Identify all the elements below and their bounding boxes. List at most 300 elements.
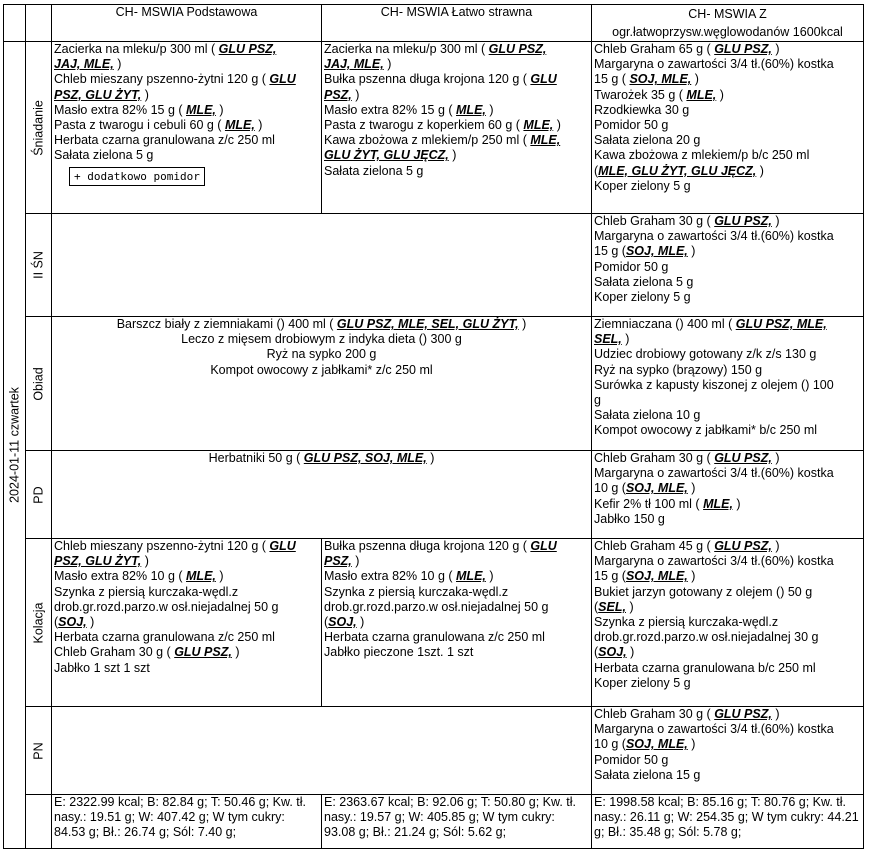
menu-item-line: [594, 676, 861, 691]
menu-item-line: [594, 103, 861, 118]
allergen-codes: GLU: [530, 539, 557, 553]
allergen-codes: SOJ,: [328, 615, 357, 630]
item-text: 15 g (: [594, 244, 626, 259]
item-text: Sałata zielona 5 g: [594, 274, 694, 289]
item-text: ): [687, 569, 696, 584]
item-text: ): [716, 87, 724, 102]
menu-item-line: [594, 707, 861, 722]
allergen-codes: MLE,: [224, 118, 255, 133]
meal-label: Kolacja: [30, 602, 45, 643]
allergen-codes: SEL,: [594, 332, 622, 347]
menu-item-line: [54, 57, 319, 72]
menu-item-line: [324, 554, 589, 569]
item-text: Chleb Graham 65 g (: [594, 42, 715, 56]
allergen-codes: PSZ,: [324, 554, 352, 569]
item-text: ): [732, 496, 741, 511]
menu-item-line: [324, 645, 589, 660]
nutrition-summary: E: 2322.99 kcal; B: 82.84 g; T: 50.46 g; Kw. tł. nasy.: 19.51 g; W: 407.42 g; W tym cukry: 84.53 g; Bł.: 26.74 g; Sól: 7.40 g;: [54, 795, 307, 840]
allergen-codes: SOJ, MLE,: [625, 244, 688, 259]
allergen-codes: GLU PSZ,: [714, 451, 772, 465]
menu-item-line: [594, 164, 861, 179]
cell-obiad-c3: [592, 317, 864, 451]
item-text: Pasta z twarogu i cebuli 60 g (: [54, 118, 225, 133]
cell-pd-c12: [52, 451, 592, 539]
cell-kolacja-c2: [322, 539, 592, 707]
allergen-codes: GLU: [269, 539, 296, 553]
menu-items: [54, 539, 319, 676]
menu-item-line: [594, 512, 861, 527]
item-text: ): [383, 57, 392, 72]
item-text: Rzodkiewka 30 g: [594, 102, 690, 117]
item-text: ): [626, 645, 635, 660]
item-text: (: [594, 599, 599, 614]
item-text: ): [215, 102, 224, 117]
item-text: Sałata zielona 20 g: [594, 133, 701, 148]
menu-item-line: [54, 133, 319, 148]
meal-label: Śniadanie: [30, 99, 45, 156]
item-text: ): [771, 707, 780, 721]
item-text: Udziec drobiowy gotowany z/k z/s 130 g: [594, 347, 817, 362]
item-text: Bukiet jarzyn gotowany z olejem () 50 g: [594, 584, 813, 599]
item-text: ): [553, 118, 561, 133]
menu-item-line: [54, 630, 319, 645]
allergen-codes: SOJ,: [58, 615, 87, 630]
allergen-codes: SOJ, MLE,: [625, 737, 688, 752]
meal-label-cell: [26, 707, 52, 795]
menu-item-line: [594, 737, 861, 752]
menu-item-line: [324, 630, 589, 645]
item-text: Herbata czarna granulowana b/c 250 ml: [594, 660, 816, 675]
item-text: Chleb Graham 30 g (: [54, 645, 175, 660]
allergen-codes: SOJ, MLE,: [629, 72, 692, 87]
corner-cell: [26, 5, 52, 42]
item-text: ): [756, 163, 764, 178]
menu-items: [54, 317, 589, 378]
item-text: Pasta z twarogu z koperkiem 60 g (: [324, 118, 524, 133]
item-text: 10 g (: [594, 737, 626, 752]
item-text: Bułka pszenna długa krojona 120 g (: [324, 72, 531, 87]
item-text: 15 g (: [594, 72, 630, 87]
menu-item-line: [324, 600, 589, 615]
allergen-codes: JAJ, MLE,: [324, 57, 384, 72]
menu-item-line: [54, 600, 319, 615]
item-text: Masło extra 82% 15 g (: [54, 102, 187, 117]
summary-c1: [52, 795, 322, 849]
item-text: Koper zielony 5 g: [594, 178, 691, 193]
date-cell: [4, 42, 26, 849]
row-summary: [4, 795, 864, 849]
item-text: Sałata zielona 15 g: [594, 767, 701, 782]
menu-item-line: [594, 569, 861, 584]
corner-cell: [4, 5, 26, 42]
menu-item-line: [594, 600, 861, 615]
item-text: Pomidor 50 g: [594, 259, 669, 274]
column-title: CH- MSWIA Łatwo strawna: [380, 5, 533, 19]
item-text: ): [254, 118, 263, 133]
item-text: ): [771, 42, 780, 56]
row-pn: [4, 707, 864, 795]
item-text: ): [448, 148, 457, 163]
row-obiad: [4, 317, 864, 451]
cell-obiad-c12: [52, 317, 592, 451]
menu-item-line: [54, 332, 589, 347]
item-text: Herbata czarna granulowana z/c 250 ml: [324, 630, 545, 645]
menu-item-line: [324, 103, 589, 118]
nutrition-summary: E: 2363.67 kcal; B: 92.06 g; T: 50.80 g; Kw. tł. nasy.: 19.57 g; W: 405.85 g; W tym cukry: 93.08 g; Bł.: 21.24 g; Sól: 5.62 g;: [324, 795, 577, 840]
allergen-codes: GLU PSZ, MLE,: [735, 317, 827, 331]
column-title: CH- MSWIA Z: [688, 7, 767, 21]
menu-item-line: [594, 363, 861, 378]
item-text: drob.gr.rozd.parzo.w osł.niejadalnej 50 g: [54, 599, 279, 614]
item-text: ): [691, 72, 699, 87]
menu-items: [594, 451, 861, 527]
allergen-codes: PSZ,: [324, 87, 352, 102]
allergen-codes: SOJ,: [598, 645, 627, 660]
menu-item-line: [594, 148, 861, 163]
header-row: [4, 5, 864, 42]
meal-label-cell: [26, 317, 52, 451]
menu-item-line: [594, 423, 861, 438]
menu-item-line: [54, 363, 589, 378]
item-text: Masło extra 82% 15 g (: [324, 102, 457, 117]
item-text: Chleb Graham 45 g (: [594, 539, 715, 553]
item-text: Masło extra 82% 10 g (: [54, 569, 187, 584]
item-text: Kawa zbożowa z mlekiem/p 250 ml (: [324, 133, 531, 148]
menu-item-line: [324, 88, 589, 103]
menu-item-line: [54, 645, 319, 660]
menu-item-line: [594, 451, 861, 466]
menu-item-line: [594, 554, 861, 569]
menu-item-line: [594, 260, 861, 275]
menu-item-line: [324, 615, 589, 630]
menu-item-line: [594, 466, 861, 481]
menu-item-line: [594, 317, 861, 332]
item-text: ): [86, 615, 95, 630]
allergen-codes: MLE,: [523, 118, 554, 133]
menu-item-line: [54, 72, 319, 87]
menu-item-line: [594, 585, 861, 600]
allergen-codes: GLU PSZ,: [714, 539, 772, 553]
menu-items: [54, 42, 319, 164]
item-text: ): [518, 317, 527, 331]
meal-label: PN: [30, 741, 45, 760]
menu-items: [594, 42, 861, 194]
column-header-podstawowa: [52, 5, 322, 42]
item-text: ): [771, 451, 780, 465]
column-header-latwo-strawna: [322, 5, 592, 42]
item-text: ): [141, 87, 149, 102]
item-text: ): [771, 539, 780, 553]
item-text: Ryż na sypko 200 g: [266, 347, 377, 362]
item-text: Herbatniki 50 g (: [208, 451, 304, 465]
item-text: Kefir 2% tł 100 ml (: [594, 496, 704, 511]
menu-item-line: [324, 72, 589, 87]
allergen-codes: GLU PSZ,: [488, 42, 547, 56]
menu-item-line: [594, 244, 861, 259]
menu-item-line: [594, 42, 861, 57]
menu-item-line: [54, 88, 319, 103]
menu-item-line: [594, 481, 861, 496]
item-text: (: [324, 615, 329, 630]
item-text: 10 g (: [594, 481, 626, 496]
item-text: Margaryna o zawartości 3/4 tł.(60%) kostka: [594, 722, 834, 737]
date-label: 2024-01-11 czwartek: [6, 387, 21, 503]
allergen-codes: GLU PSZ,: [218, 42, 277, 56]
menu-item-line: [594, 768, 861, 783]
item-text: g: [594, 393, 601, 408]
allergen-codes: GLU PSZ,: [714, 214, 772, 228]
item-text: ): [687, 737, 696, 752]
note-box: + dodatkowo pomidor: [69, 167, 205, 186]
cell-pn-c3: [592, 707, 864, 795]
item-text: Twarożek 35 g (: [594, 87, 687, 102]
item-text: Ziemniaczana () 400 ml (: [594, 317, 736, 331]
menu-item-line: [324, 164, 589, 179]
item-text: Chleb mieszany pszenno-żytni 120 g (: [54, 72, 270, 87]
item-text: Szynka z piersią kurczaka-wędl.z: [54, 584, 239, 599]
menu-item-line: [54, 661, 319, 676]
menu-item-line: [594, 753, 861, 768]
menu-item-line: [54, 118, 319, 133]
item-text: Kawa zbożowa z mlekiem/p b/c 250 ml: [594, 148, 810, 163]
menu-item-line: [324, 57, 589, 72]
allergen-codes: SOJ, MLE,: [625, 481, 688, 496]
menu-item-line: [324, 148, 589, 163]
cell-sniadanie-c1: [52, 42, 322, 214]
item-text: Bułka pszenna długa krojona 120 g (: [324, 539, 531, 553]
item-text: Zacierka na mleku/p 300 ml (: [54, 42, 219, 56]
cell-sniadanie-c3: [592, 42, 864, 214]
item-text: ): [141, 554, 149, 569]
item-text: drob.gr.rozd.parzo.w osł.niejadalnej 50 g: [324, 599, 549, 614]
menu-item-line: [54, 615, 319, 630]
menu-item-line: [324, 118, 589, 133]
allergen-codes: JAJ, MLE,: [54, 57, 114, 72]
diet-menu-table: [3, 4, 864, 849]
menu-item-line: [594, 347, 861, 362]
menu-item-line: [594, 229, 861, 244]
summary-c3: [592, 795, 864, 849]
summary-c2: [322, 795, 592, 849]
item-text: Szynka z piersią kurczaka-wędl.z: [324, 584, 509, 599]
allergen-codes: MLE,: [686, 87, 717, 102]
menu-item-line: [54, 569, 319, 584]
menu-item-line: [54, 148, 319, 163]
meal-label-cell: [26, 451, 52, 539]
allergen-codes: GLU: [530, 72, 557, 87]
allergen-codes: GLU: [269, 72, 296, 87]
item-text: Margaryna o zawartości 3/4 tł.(60%) kostka: [594, 57, 834, 72]
allergen-codes: GLU PSZ,: [714, 707, 772, 721]
item-text: Margaryna o zawartości 3/4 tł.(60%) kostka: [594, 554, 834, 569]
item-text: ): [485, 102, 494, 117]
menu-items: [594, 539, 861, 691]
item-text: Kompot owocowy z jabłkami* z/c 250 ml: [210, 362, 433, 377]
cell-kolacja-c1: [52, 539, 322, 707]
meal-label-cell: [26, 539, 52, 707]
column-title: CH- MSWIA Podstawowa: [115, 5, 258, 19]
allergen-codes: MLE,: [530, 133, 561, 148]
menu-item-line: [594, 88, 861, 103]
menu-item-line: [594, 133, 861, 148]
item-text: Masło extra 82% 10 g (: [324, 569, 457, 584]
menu-item-line: [54, 554, 319, 569]
menu-item-line: [594, 118, 861, 133]
allergen-codes: GLU PSZ, MLE, SEL, GLU ŻYT,: [336, 317, 519, 331]
item-text: Jabłko pieczone 1szt. 1 szt: [324, 645, 474, 660]
item-text: (: [594, 645, 599, 660]
allergen-codes: MLE,: [186, 102, 216, 117]
item-text: Chleb Graham 30 g (: [594, 214, 715, 228]
cell-pn-c12: [52, 707, 592, 795]
item-text: ): [113, 57, 122, 72]
item-text: Pomidor 50 g: [594, 118, 669, 133]
menu-item-line: [594, 290, 861, 305]
allergen-codes: MLE,: [703, 496, 733, 511]
menu-item-line: [54, 42, 319, 57]
item-text: Jabłko 150 g: [594, 511, 665, 526]
nutrition-summary: E: 1998.58 kcal; B: 85.16 g; T: 80.76 g; Kw. tł. nasy.: 26.11 g; W: 254.35 g; W tym cukry: 44.21 g; Bł.: 35.48 g; Sól: 5.78 g;: [594, 795, 859, 840]
menu-items: [594, 214, 861, 305]
meal-label: II ŚN: [30, 251, 45, 279]
item-text: Margaryna o zawartości 3/4 tł.(60%) kostka: [594, 466, 834, 481]
item-text: Pomidor 50 g: [594, 752, 669, 767]
item-text: Herbata czarna granulowana z/c 250 ml: [54, 630, 275, 645]
item-text: Zacierka na mleku/p 300 ml (: [324, 42, 489, 56]
menu-items: [54, 451, 589, 466]
allergen-codes: GLU PSZ,: [714, 42, 772, 56]
item-text: ): [687, 244, 696, 259]
meal-label-cell: [26, 42, 52, 214]
item-text: Sałata zielona 5 g: [324, 163, 424, 178]
item-text: ): [231, 645, 240, 660]
item-text: Szynka z piersią kurczaka-wędl.z: [594, 615, 779, 630]
item-text: ): [351, 554, 360, 569]
item-text: ): [215, 569, 224, 584]
menu-item-line: [594, 179, 861, 194]
item-text: Herbata czarna granulowana z/c 250 ml: [54, 133, 275, 148]
allergen-codes: MLE,: [186, 569, 216, 584]
item-text: ): [356, 615, 365, 630]
menu-item-line: [594, 378, 861, 393]
item-text: drob.gr.rozd.parzo.w osł.niejadalnej 30 g: [594, 630, 819, 645]
item-text: ): [625, 599, 634, 614]
menu-item-line: [54, 317, 589, 332]
meal-label: PD: [30, 485, 45, 504]
menu-item-line: [594, 539, 861, 554]
menu-item-line: [594, 72, 861, 87]
item-text: Koper zielony 5 g: [594, 290, 691, 305]
menu-item-line: [594, 722, 861, 737]
item-text: Sałata zielona 5 g: [54, 148, 154, 163]
cell-ii-sn-c12: [52, 214, 592, 317]
menu-item-line: [324, 42, 589, 57]
allergen-codes: SOJ, MLE,: [625, 569, 688, 584]
cell-pd-c3: [592, 451, 864, 539]
menu-item-line: [594, 497, 861, 512]
menu-item-line: [594, 630, 861, 645]
item-text: (: [594, 163, 599, 178]
item-text: Margaryna o zawartości 3/4 tł.(60%) kostka: [594, 229, 834, 244]
menu-item-line: [594, 408, 861, 423]
menu-item-line: [594, 214, 861, 229]
item-text: Ryż na sypko (brązowy) 150 g: [594, 362, 763, 377]
menu-item-line: [54, 539, 319, 554]
menu-item-line: [594, 332, 861, 347]
item-text: Chleb mieszany pszenno-żytni 120 g (: [54, 539, 270, 553]
item-text: Chleb Graham 30 g (: [594, 451, 715, 465]
menu-item-line: [594, 57, 861, 72]
item-text: ): [621, 332, 630, 347]
menu-item-line: [594, 661, 861, 676]
menu-item-line: [54, 347, 589, 362]
allergen-codes: MLE, GLU ŻYT, GLU JĘCZ,: [598, 163, 757, 178]
menu-item-line: [594, 275, 861, 290]
meal-label-cell: [26, 214, 52, 317]
allergen-codes: GLU PSZ,: [174, 645, 232, 660]
item-text: Kompot owocowy z jabłkami* b/c 250 ml: [594, 423, 818, 438]
allergen-codes: MLE,: [456, 569, 486, 584]
item-text: (: [54, 615, 59, 630]
summary-label-cell: [26, 795, 52, 849]
item-text: Leczo z mięsem drobiowym z indyka dieta () 300 g: [181, 332, 462, 347]
column-subtitle: ogr.łatwoprzysw.węglowodanów 1600kcal: [612, 25, 843, 39]
item-text: Sałata zielona 10 g: [594, 408, 701, 423]
menu-item-line: [324, 539, 589, 554]
menu-items: [324, 539, 589, 661]
item-text: Jabłko 1 szt 1 szt: [54, 660, 150, 675]
cell-kolacja-c3: [592, 539, 864, 707]
item-text: Koper zielony 5 g: [594, 675, 691, 690]
meal-label: Obiad: [30, 366, 45, 401]
allergen-codes: PSZ, GLU ŻYT,: [54, 87, 142, 102]
item-text: Chleb Graham 30 g (: [594, 707, 715, 721]
menu-item-line: [54, 451, 589, 466]
menu-items: [594, 317, 861, 439]
menu-item-line: [54, 103, 319, 118]
item-text: Surówka z kapusty kiszonej z olejem () 100: [594, 377, 834, 392]
item-text: ): [485, 569, 494, 584]
menu-item-line: [594, 393, 861, 408]
item-text: ): [771, 214, 780, 228]
menu-item-line: [594, 615, 861, 630]
menu-items: [594, 707, 861, 783]
allergen-codes: PSZ, GLU ŻYT,: [54, 554, 142, 569]
menu-item-line: [54, 585, 319, 600]
row-pd: [4, 451, 864, 539]
cell-sniadanie-c2: [322, 42, 592, 214]
allergen-codes: GLU PSZ, SOJ, MLE,: [303, 451, 427, 465]
menu-items: [324, 42, 589, 179]
menu-item-line: [324, 133, 589, 148]
allergen-codes: MLE,: [456, 102, 486, 117]
item-text: ): [426, 451, 435, 465]
item-text: Barszcz biały z ziemniakami () 400 ml (: [116, 317, 337, 331]
row-ii-sn: [4, 214, 864, 317]
item-text: 15 g (: [594, 569, 626, 584]
row-sniadanie: [4, 42, 864, 214]
cell-ii-sn-c3: [592, 214, 864, 317]
menu-item-line: [324, 569, 589, 584]
row-kolacja: [4, 539, 864, 707]
item-text: ): [351, 87, 360, 102]
item-text: ): [687, 481, 696, 496]
menu-item-line: [324, 585, 589, 600]
menu-item-line: [594, 645, 861, 660]
allergen-codes: SEL,: [598, 599, 626, 614]
column-header-z: [592, 5, 864, 42]
allergen-codes: GLU ŻYT, GLU JĘCZ,: [324, 148, 449, 163]
